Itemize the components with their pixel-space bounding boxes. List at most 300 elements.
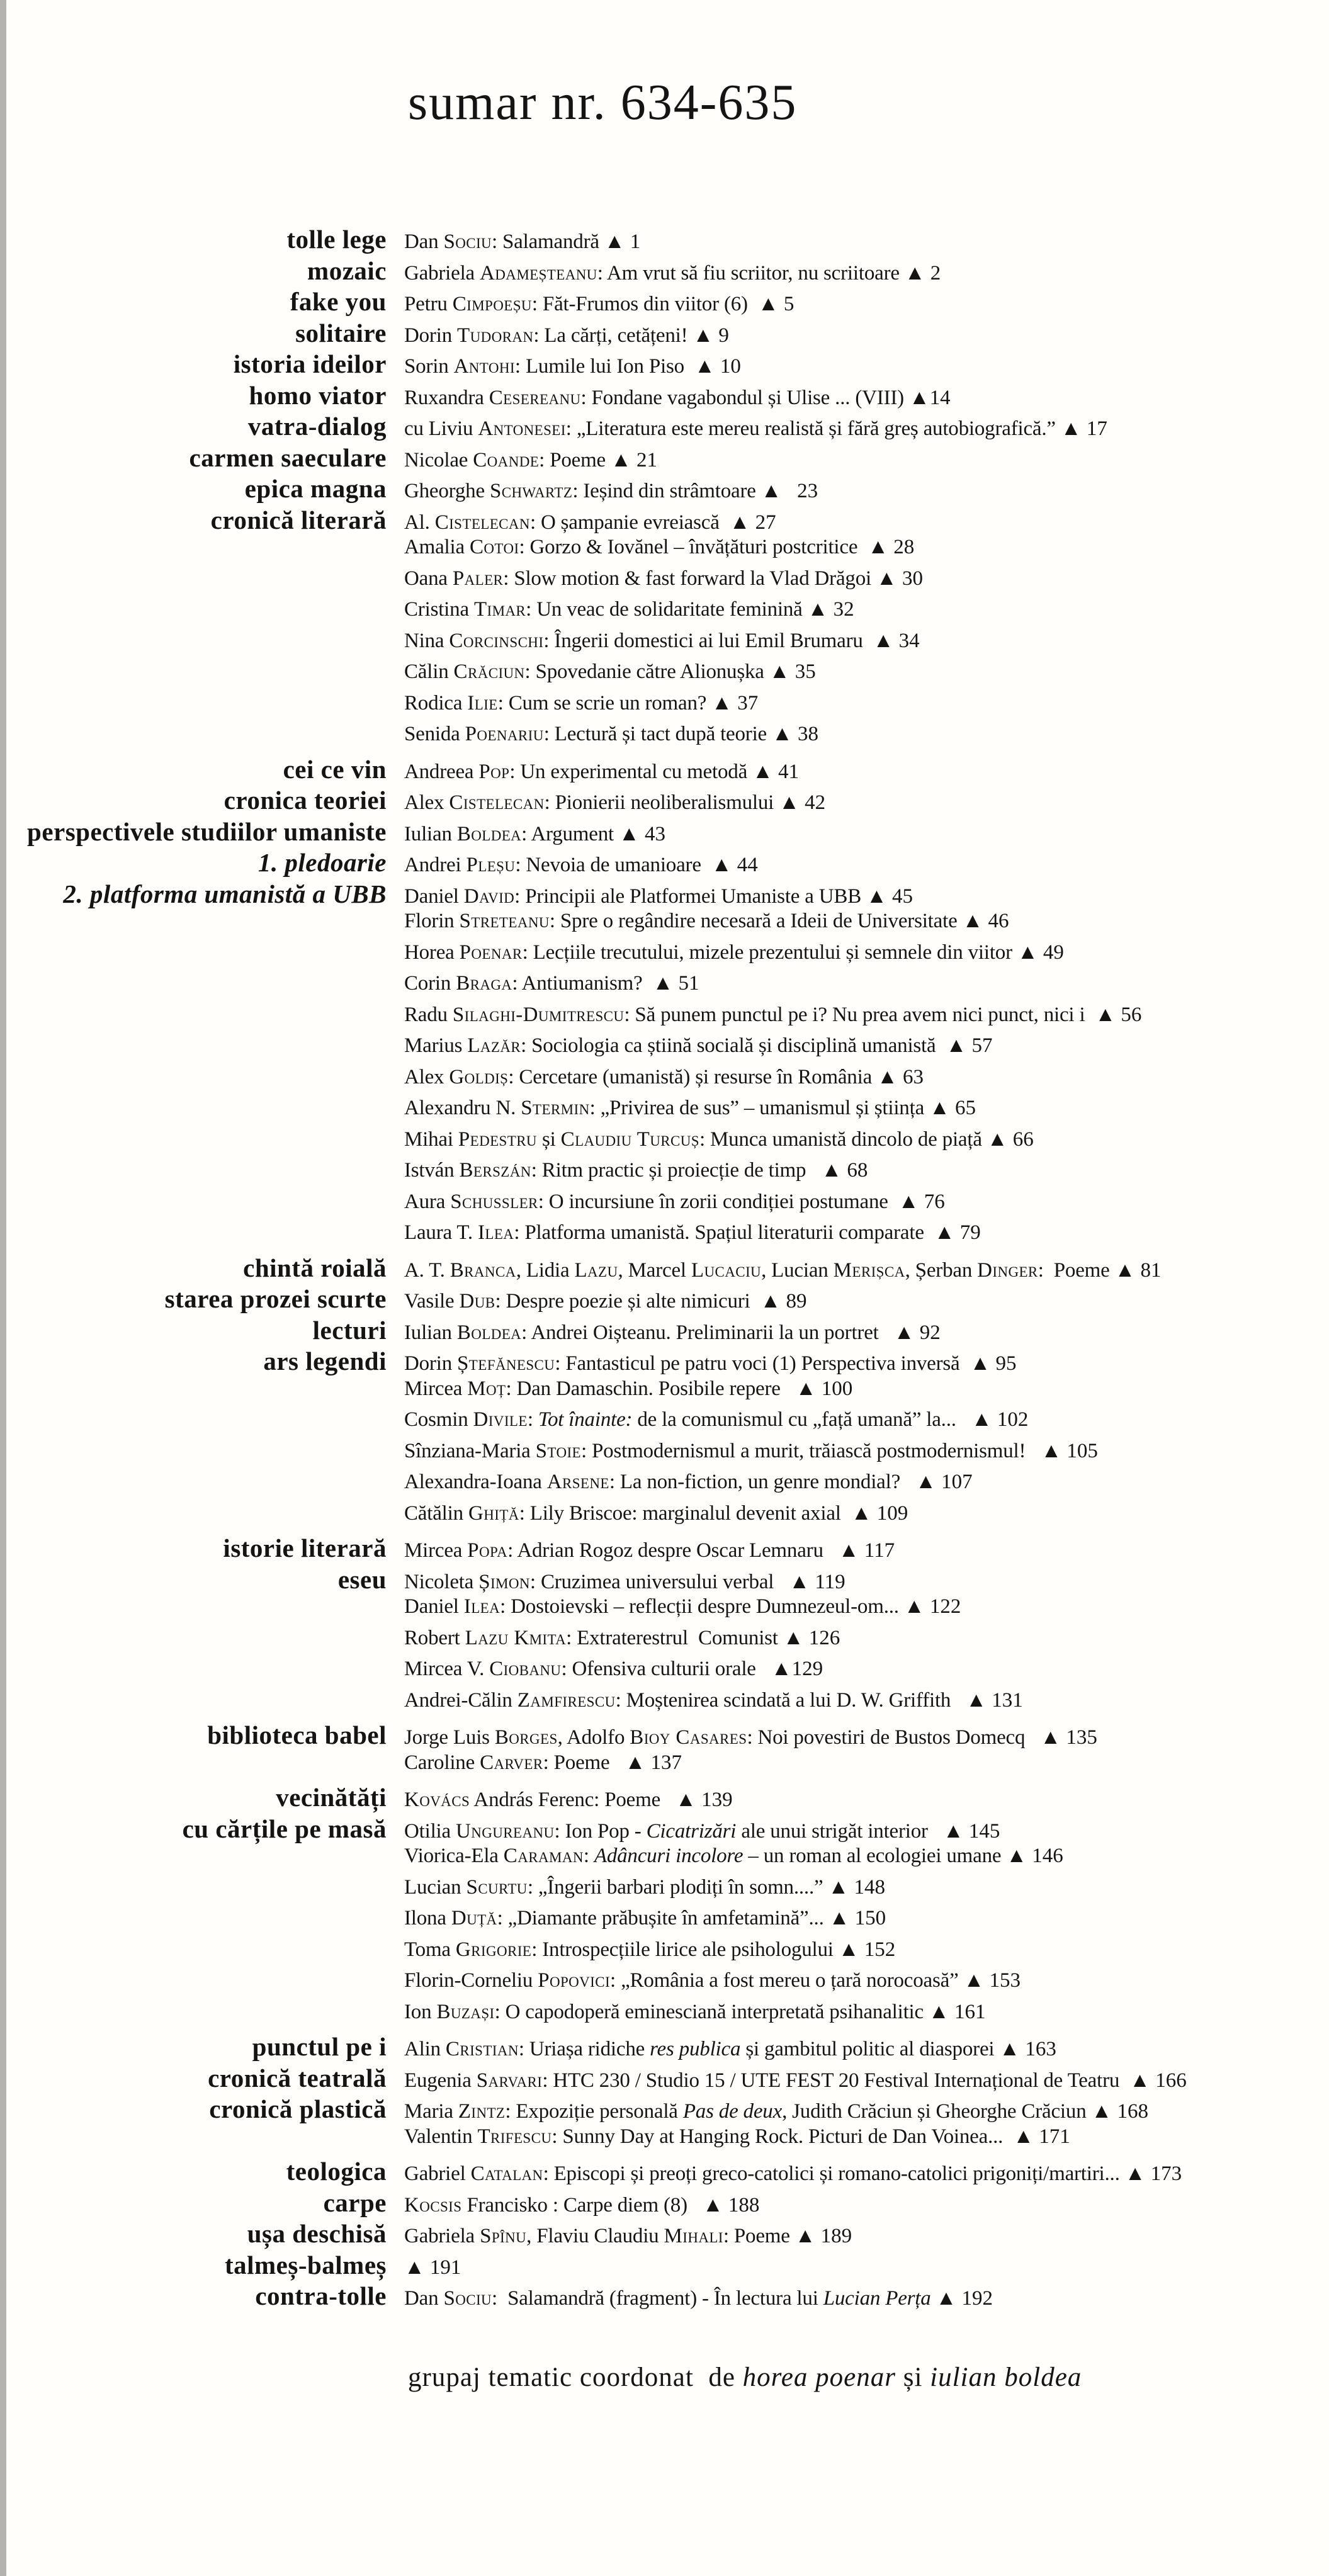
entry-text: : Făt-Frumos din viitor (6) <box>531 293 758 315</box>
toc-row <box>0 1876 1326 1907</box>
author-name: Lucaciu <box>691 1258 762 1282</box>
page-ref: ▲ 168 <box>1091 2100 1148 2123</box>
toc-row <box>0 224 1326 256</box>
toc-row <box>0 505 1326 536</box>
entry-text: : Despre poezie și alte nimicuri <box>495 1290 761 1313</box>
page-ref: ▲ 57 <box>946 1034 993 1057</box>
author-name: Arsene <box>546 1471 609 1493</box>
entry-line <box>404 1788 733 1812</box>
page-ref: ▲ 161 <box>929 2000 986 2023</box>
entry-text: Andrei <box>404 854 467 876</box>
page-ref: ▲ 100 <box>795 1377 853 1400</box>
author-name: Ilea <box>478 1221 514 1244</box>
toc-row <box>0 2156 1326 2188</box>
section-label: cronica teoriei <box>223 786 387 815</box>
page-ref: ▲ 30 <box>876 567 923 590</box>
entry-line <box>404 1003 1141 1027</box>
entry-text: de la comunismul cu „față umană” la... <box>632 1408 971 1431</box>
page-ref: ▲ 5 <box>757 293 795 315</box>
entry-text: Ion <box>404 2000 437 2023</box>
entry-text: : Cercetare (umanistă) și resurse în România <box>508 1065 878 1088</box>
author-name: Șimon <box>478 1570 530 1593</box>
author-name: Bioy Casares <box>630 1726 747 1749</box>
entry-line <box>404 854 758 877</box>
author-name: Spînu <box>480 2225 527 2247</box>
author-name: Ilea <box>463 1595 500 1618</box>
entry-text: Andrei-Călin <box>404 1688 517 1712</box>
section-label: cu cărțile pe masă <box>182 1814 387 1843</box>
entry-text: Al. <box>404 511 435 534</box>
page-ref: ▲ 66 <box>987 1127 1034 1151</box>
section-label: starea prozei scurte <box>164 1284 387 1313</box>
page-ref: ▲ 34 <box>873 629 920 652</box>
toc-row <box>0 1190 1326 1222</box>
entry-text: Dan <box>404 2287 444 2310</box>
section-label: cronică teatrală <box>208 2063 387 2093</box>
entry-line <box>404 2225 852 2248</box>
entry-text: , Lidia <box>516 1258 575 1282</box>
author-name: Sarvari <box>476 2069 543 2092</box>
page-ref: ▲ 81 <box>1114 1258 1162 1282</box>
entry-line <box>404 598 854 621</box>
entry-text: Oana <box>404 567 453 590</box>
page-ref: ▲ 191 <box>404 2256 461 2279</box>
author-name: Ghiță <box>468 1501 519 1525</box>
entry-text: Dorin <box>404 1352 458 1375</box>
entry-text: Amalia <box>404 536 470 558</box>
entry-line <box>404 1290 807 1313</box>
page-ref: ▲ 37 <box>711 691 759 715</box>
toc-row <box>0 1408 1326 1440</box>
toc-row <box>0 1377 1326 1409</box>
author-name: Tudoran <box>457 324 534 347</box>
entry-line <box>404 2100 1148 2123</box>
author-name: Branca <box>450 1258 516 1282</box>
author-name: Lazu <box>574 1258 618 1282</box>
toc-row <box>0 1627 1326 1658</box>
section-label: eseu <box>337 1564 387 1594</box>
author-name: Paler <box>452 567 504 590</box>
page-ref: ▲ 122 <box>903 1595 961 1618</box>
toc-row <box>0 1221 1326 1253</box>
entry-line <box>404 230 640 254</box>
author-name: Cimpoeșu <box>452 293 532 315</box>
entry-text: Călin <box>404 660 454 683</box>
page-ref: ▲ 102 <box>971 1408 1029 1431</box>
page-ref: ▲ 17 <box>1060 417 1107 440</box>
toc-row <box>0 443 1326 474</box>
author-name: Ungureanu <box>456 1819 555 1843</box>
entry-text: : Poeme <box>1038 1258 1115 1282</box>
page-ref: ▲ 65 <box>929 1097 976 1119</box>
entry-line <box>404 387 951 410</box>
author-name: Antonesei <box>478 417 566 440</box>
toc-row <box>0 972 1326 1003</box>
page-ref: ▲129 <box>771 1658 823 1680</box>
entry-line <box>404 1969 1021 1992</box>
section-label: chintă roială <box>243 1253 387 1282</box>
entry-line <box>404 1471 973 1494</box>
entry-text: : Cruzimea universului verbal <box>529 1570 789 1593</box>
entry-line <box>404 293 794 316</box>
toc-row <box>0 910 1326 941</box>
page-ref: ▲ 107 <box>915 1471 973 1493</box>
entry-text: : Spre o regândire necesară a Ideii de Universitate <box>549 910 963 932</box>
entry-text: Alin <box>404 2038 446 2060</box>
entry-text: : Ofensiva culturii orale <box>561 1658 771 1680</box>
entry-text: , Judith Crăciun și Gheorghe Crăciun <box>782 2100 1092 2123</box>
entry-text: : Lecțiile trecutului, mizele prezentului și semnele din viitor <box>522 941 1017 964</box>
toc-row <box>0 1159 1326 1190</box>
author-name: David <box>463 884 515 908</box>
author-name: Timar <box>473 598 526 621</box>
entry-text: Francisko : Carpe diem (8) <box>461 2193 703 2217</box>
toc-row <box>0 1128 1326 1160</box>
author-name: Dinger <box>977 1258 1038 1282</box>
section-label: homo viator <box>249 380 387 410</box>
entry-text: Maria <box>404 2100 458 2123</box>
entry-text: Florin <box>404 910 460 932</box>
page-title: sumar nr. 634-635 <box>408 75 798 130</box>
toc-row <box>0 2281 1326 2312</box>
author-name: Zintz <box>458 2100 506 2123</box>
entry-line <box>404 910 1009 933</box>
entry-text: : <box>527 1408 538 1431</box>
entry-line <box>404 1689 1023 1712</box>
entry-text: Gabriela <box>404 2225 480 2247</box>
entry-line <box>404 1820 1000 1843</box>
page-ref: ▲ 109 <box>851 1501 908 1525</box>
entry-text: : „Literatura este mereu realistă și fără greș autobiografică.” <box>565 417 1061 440</box>
author-name: Divile <box>473 1408 528 1431</box>
entry-text: : Salamandră (fragment) - În lectura lui <box>492 2287 823 2310</box>
toc-row <box>0 1564 1326 1596</box>
author-name: Boldea <box>456 1321 522 1344</box>
work-title-italic: Cicatrizări <box>646 1819 737 1843</box>
entry-text: , Marcel <box>618 1258 691 1282</box>
entry-text: cu Liviu <box>404 417 478 440</box>
page-ref: ▲ 32 <box>807 598 854 621</box>
entry-text: : O capodoperă eminesciană interpretată psihanalitic <box>494 2000 929 2023</box>
author-name: Grigorie <box>455 1938 532 1961</box>
entry-text: : „România a fost mereu o țară norocoasă” <box>610 1969 964 1992</box>
entry-line <box>404 941 1064 964</box>
section-label: ușa deschisă <box>247 2219 387 2248</box>
entry-text: Corin <box>404 972 456 995</box>
page-ref: ▲ 131 <box>966 1688 1023 1712</box>
toc-row <box>0 2063 1326 2094</box>
entry-text: : O incursiune în zorii condiției postumane <box>538 1190 898 1213</box>
entry-line <box>404 1539 895 1562</box>
author-name: Catalan <box>470 2162 543 2185</box>
section-label: vecinătăți <box>276 1783 387 1812</box>
toc-row <box>0 2250 1326 2281</box>
entry-line <box>404 1751 682 1775</box>
toc-row <box>0 2218 1326 2250</box>
entry-text: Eugenia <box>404 2069 477 2092</box>
author-name: Carver <box>480 1751 543 1774</box>
entry-text: : Lily Briscoe: marginalul devenit axial <box>519 1501 851 1525</box>
entry-text: Mircea <box>404 1539 468 1562</box>
author-name: Ilie <box>467 691 498 715</box>
section-label: carmen saeculare <box>189 443 387 472</box>
entry-text: Iulian <box>404 1321 457 1344</box>
section-label: solitaire <box>295 318 387 347</box>
section-label: mozaic <box>307 256 387 285</box>
page-ref: ▲ 68 <box>821 1159 868 1182</box>
toc-row <box>0 1595 1326 1627</box>
author-name: Pedestru <box>458 1127 537 1151</box>
toc-row <box>0 598 1326 630</box>
entry-line <box>404 355 741 378</box>
page-ref: ▲ 171 <box>1013 2125 1070 2148</box>
entry-text: Sorin <box>404 355 454 378</box>
work-title-italic: Lucian Perța <box>823 2287 931 2310</box>
entry-line <box>404 1571 845 1594</box>
entry-text: : Dostoievski – reflecții despre Dumnezeul-om... <box>500 1595 904 1618</box>
entry-text: : Ieșind din strâmtoare <box>572 480 761 502</box>
entry-text: , Flaviu Claudiu <box>526 2225 664 2247</box>
entry-line <box>404 1377 852 1401</box>
entry-line <box>404 2162 1182 2186</box>
page-ref: ▲ 44 <box>711 854 758 876</box>
page-ref: ▲ 10 <box>694 355 741 378</box>
toc-row <box>0 2001 1326 2032</box>
entry-text: : Un veac de solidaritate feminină <box>526 598 808 621</box>
page-ref: ▲ 38 <box>772 723 818 745</box>
toc-row <box>0 2094 1326 2125</box>
entry-line <box>404 2287 993 2310</box>
entry-line <box>404 972 699 995</box>
author-name: Stoie <box>535 1439 581 1462</box>
entry-line <box>404 2256 461 2279</box>
entry-line <box>404 262 941 285</box>
entry-line <box>404 1321 941 1345</box>
section-label: contra-tolle <box>255 2281 387 2310</box>
toc <box>0 224 1326 2312</box>
toc-row <box>0 941 1326 973</box>
toc-row <box>0 380 1326 412</box>
page-ref: ▲ 189 <box>795 2225 852 2247</box>
author-name: Cistelecan <box>449 791 545 814</box>
section-label: perspectivele studiilor umaniste <box>27 816 387 846</box>
toc-row <box>0 847 1326 879</box>
entry-text: Andreea <box>404 760 479 783</box>
entry-line <box>404 2001 985 2024</box>
entry-text: Gheorghe <box>404 480 490 502</box>
entry-line <box>404 1658 823 1681</box>
toc-row <box>0 879 1326 910</box>
entry-line <box>404 1097 976 1120</box>
author-name: Pleșu <box>466 854 516 876</box>
entry-text: Otilia <box>404 1819 456 1843</box>
section-label: vatra-dialog <box>247 412 387 441</box>
toc-row <box>0 1689 1326 1720</box>
author-name: Streteanu <box>459 910 550 932</box>
entry-line <box>404 536 914 559</box>
page-ref: ▲ 95 <box>970 1352 1017 1375</box>
entry-line <box>404 324 729 347</box>
entry-line <box>404 791 825 815</box>
entry-text: : Uriașa ridiche <box>518 2038 650 2060</box>
section-label: lecturi <box>312 1315 387 1345</box>
footer-text: grupaj tematic coordonat de <box>408 2363 743 2392</box>
section-label: punctul pe i <box>252 2032 387 2061</box>
author-name: Schussler <box>450 1190 538 1213</box>
entry-text: : Moștenirea scindată a lui D. W. Griffith <box>615 1688 966 1712</box>
author-name: Scurtu <box>466 1875 528 1899</box>
entry-line <box>404 567 923 590</box>
page-ref: ▲ 41 <box>752 760 799 783</box>
toc-row <box>0 1782 1326 1814</box>
entry-text: András Ferenc: Poeme <box>470 1788 676 1811</box>
page-ref: ▲14 <box>909 386 951 409</box>
entry-text: Nina <box>404 629 450 652</box>
toc-row <box>0 1346 1326 1377</box>
section-label: istorie literară <box>223 1534 387 1562</box>
section-label: tolle lege <box>286 225 387 254</box>
entry-text: Nicolae <box>404 448 473 472</box>
entry-text: Jorge Luis <box>404 1726 495 1749</box>
entry-line <box>404 823 665 846</box>
entry-text: Caroline <box>404 1751 480 1774</box>
entry-line <box>404 760 799 784</box>
entry-text: ale unui strigăt interior <box>736 1819 943 1843</box>
entry-text <box>931 2287 936 2310</box>
page-ref: ▲ 150 <box>829 1907 886 1929</box>
entry-text: și <box>536 1127 561 1151</box>
entry-text: Cătălin <box>404 1501 468 1525</box>
entry-line <box>404 2125 1070 2149</box>
entry-line <box>404 1844 1063 1868</box>
page-ref: ▲ 56 <box>1095 1003 1142 1026</box>
toc-row <box>0 1814 1326 1845</box>
page-ref: ▲ 35 <box>769 660 816 683</box>
entry-text: : Fantasticul pe patru voci (1) Perspectiva inversă <box>555 1352 970 1375</box>
section-label: epica magna <box>244 474 387 503</box>
author-name: Duță <box>451 1907 497 1929</box>
entry-text: : Pionierii neoliberalismului <box>544 791 779 814</box>
toc-row <box>0 349 1326 380</box>
toc-row <box>0 567 1326 599</box>
entry-text: : Adrian Rogoz despre Oscar Lemnaru <box>507 1539 839 1562</box>
page-ref: ▲ 192 <box>936 2287 993 2310</box>
entry-text: Alex <box>404 1065 450 1088</box>
entry-text: : Cum se scrie un roman? <box>497 691 712 715</box>
entry-text: : Să punem punctul pe i? Nu prea avem nici punct, nici i <box>624 1003 1095 1026</box>
entry-text: Cosmin <box>404 1408 473 1431</box>
entry-line <box>404 1408 1028 1432</box>
entry-text: Lucian <box>404 1875 467 1899</box>
page-ref: ▲ 42 <box>779 791 826 814</box>
toc-row <box>0 2188 1326 2219</box>
toc-row <box>0 1315 1326 1347</box>
toc-row <box>0 1097 1326 1128</box>
page-ref: ▲ 126 <box>783 1626 840 1649</box>
entry-text: : Episcopi și preoți greco-catolici și romano-catolici prigoniți/martiri... <box>543 2162 1125 2185</box>
page-ref: ▲ 1 <box>604 230 641 253</box>
section-label: talmeș-balmeș <box>224 2250 387 2279</box>
entry-line <box>404 1221 981 1245</box>
section-label: 2. platforma umanistă a UBB <box>63 879 387 908</box>
entry-text: : Dan Damaschin. Posibile repere <box>506 1377 796 1400</box>
page-ref: ▲ 21 <box>611 448 657 472</box>
author-name: Sociu <box>443 230 492 253</box>
entry-text: : La cărți, cetățeni! <box>533 324 693 347</box>
entry-text: : Ritm practic și proiecție de timp <box>531 1159 822 1182</box>
author-name: Popovici <box>538 1969 611 1992</box>
section-label: cei ce vin <box>283 754 387 784</box>
entry-text: : Andrei Oișteanu. Preliminarii la un portret <box>521 1321 894 1344</box>
toc-row <box>0 411 1326 443</box>
entry-text: Rodica <box>404 691 468 715</box>
page-ref: ▲ 45 <box>866 884 913 908</box>
toc-row <box>0 536 1326 567</box>
entry-text: : Argument <box>521 822 619 845</box>
page-ref: ▲ 105 <box>1041 1439 1098 1462</box>
entry-text: : Sociologia ca știină socială și disciplină umanistă <box>521 1034 946 1057</box>
toc-row <box>0 1969 1326 2001</box>
author-name: Cristian <box>445 2038 519 2060</box>
entry-line <box>404 1128 1034 1151</box>
toc-row <box>0 1284 1326 1315</box>
entry-line <box>404 480 818 503</box>
section-label: teologica <box>286 2157 387 2186</box>
entry-text: : HTC 230 / Studio 15 / UTE FEST 20 Festival Internațional de Teatru <box>542 2069 1130 2092</box>
section-label: carpe <box>323 2188 387 2217</box>
section-label: istoria ideilor <box>233 349 387 378</box>
toc-row <box>0 1907 1326 1938</box>
entry-text: : Spovedanie către Alionușka <box>524 660 769 683</box>
author-name: Goldiș <box>449 1065 509 1088</box>
section-label: fake you <box>290 287 387 316</box>
entry-line <box>404 1066 924 1089</box>
entry-text: : Slow motion & fast forward la Vlad Drăgoi <box>503 567 877 590</box>
page-ref: ▲ 23 <box>761 480 818 502</box>
entry-text: : Am vrut să fiu scriitor, nu scriitoare <box>597 261 905 285</box>
page-ref: ▲ 76 <box>898 1190 945 1213</box>
entry-line <box>404 2194 759 2217</box>
entry-text: : La non-fiction, un genre mondial? <box>609 1471 916 1493</box>
entry-text: Nicoleta <box>404 1570 479 1593</box>
entry-text: : Ion Pop - <box>554 1819 647 1843</box>
entry-text: : Gorzo & Iovănel – învățături postcritice <box>519 536 868 558</box>
entry-line <box>404 449 657 472</box>
entry-line <box>404 1876 885 1899</box>
entry-text: : Lectură și tact după teorie <box>543 723 772 745</box>
toc-row <box>0 1471 1326 1502</box>
page-ref: ▲ 145 <box>942 1819 1000 1843</box>
author-name: Crăciun <box>453 660 525 683</box>
author-name: Zamfirescu <box>517 1688 616 1712</box>
page-ref: ▲ 139 <box>676 1788 733 1811</box>
author-name: Schwartz <box>489 480 573 502</box>
entry-text: : Poeme <box>539 448 611 472</box>
work-title-italic: Pas de deux <box>682 2100 783 2123</box>
author-name: Moț <box>467 1377 506 1400</box>
entry-text: : „Privirea de sus” – umanismul și știința <box>589 1097 930 1119</box>
author-name: Poenariu <box>465 723 544 745</box>
toc-row <box>0 1253 1326 1284</box>
entry-line <box>404 723 818 746</box>
author-name: Braga <box>456 972 512 995</box>
author-name: Trifescu <box>477 2125 552 2148</box>
toc-row <box>0 1658 1326 1689</box>
entry-text: : Principii ale Platformei Umaniste a UBB <box>514 884 867 908</box>
author-name: Silaghi-Dumitrescu <box>452 1003 625 1026</box>
coordinator-name: horea poenar <box>742 2363 896 2392</box>
entry-text: Ilona <box>404 1907 451 1929</box>
